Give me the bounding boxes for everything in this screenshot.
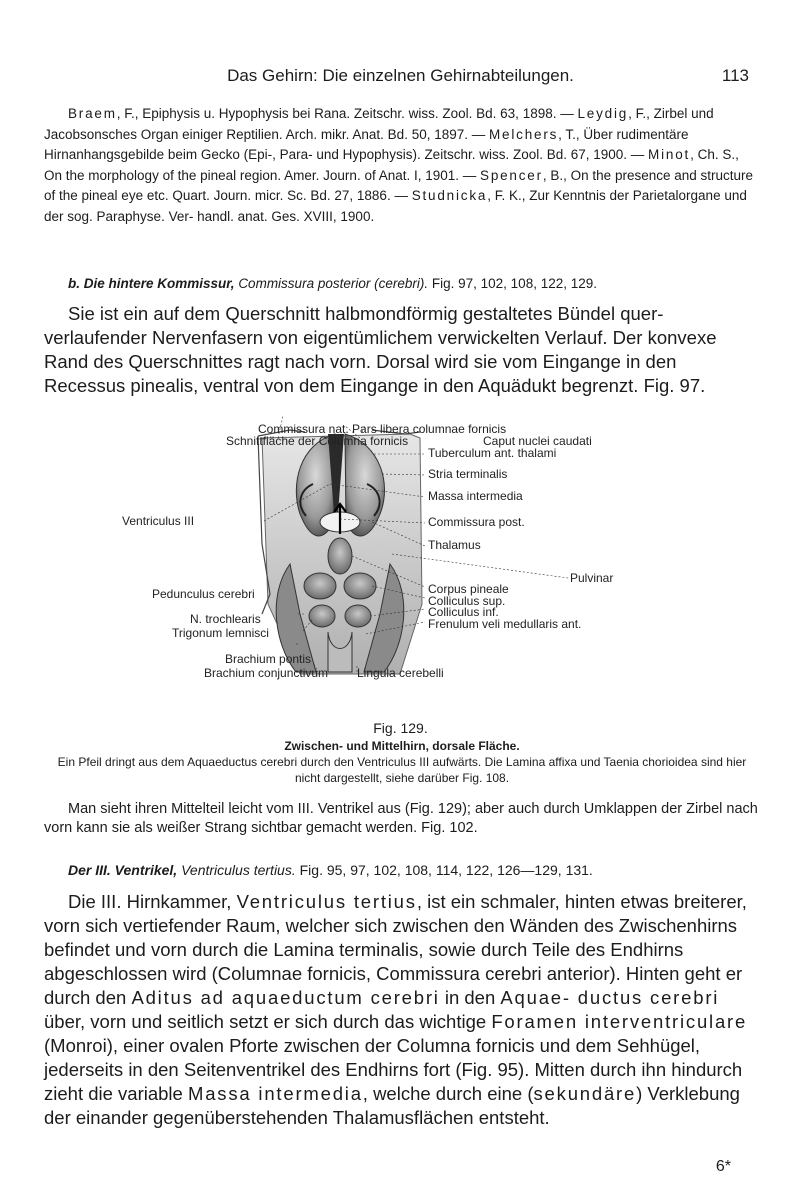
label-ventriculus-iii: Ventriculus III [122,514,195,528]
label-caput-nuclei-caudati: Caput nuclei caudati [483,434,592,448]
author: Spencer [480,167,543,183]
running-header-title: Das Gehirn: Die einzelnen Gehirnabteilungen. [227,66,574,85]
label-thalamus: Thalamus [428,538,481,552]
label-trigonum-lemnisci: Trigonum lemnisci [172,626,269,640]
brain-illustration [0,404,801,774]
figure-number: Fig. 129. [373,720,428,736]
section-heading-ventrikel: Der III. Ventrikel, Ventriculus tertius. Fig. 95, 97, 102, 108, 114, 122, 126—129, 131. [68,862,593,878]
section-heading-b: b. Die hintere Kommissur, Commissura posterior (cerebri). Fig. 97, 102, 108, 122, 129. [68,276,597,291]
author: Minot [648,147,691,162]
label-lingula-cerebelli: Lingula cerebelli [357,666,444,680]
figure-129 [0,404,801,774]
label-brachium-pontis: Brachium pontis [225,652,312,666]
label-pedunculus-cerebri: Pedunculus cerebri [152,587,255,601]
label-n-trochlearis: N. trochlearis [190,612,261,626]
author: Melchers [489,126,559,142]
label-commissura-nat: Commissura nat. Pars libera columnae fornicis [258,422,507,436]
author: Leydig [577,106,629,121]
page-number: 113 [721,66,749,85]
figure-caption-title: Zwischen- und Mittelhirn, dorsale Fläche. [284,739,520,753]
label-schnittflaeche: Schnittfläche der Columna fornicis [226,434,409,448]
label-corpus-pineale: Corpus pineale [428,582,509,596]
signature-mark: 6* [715,1158,731,1175]
label-stria-terminalis: Stria terminalis [428,467,508,481]
paragraph-commissura-posterior: Sie ist ein auf dem Querschnitt halbmondförmig gestaltetes Bündel quer- verlaufender Nervenfasern von eigentümlichem verwickelten Verlauf. Der konvexe Rand des Querschnittes ragt nach vorn. Dorsal wird sie vom Eingange in den Recessus pinealis, ventral von dem Eingange in den Aquädukt begrenzt. Fig. 97. [44,303,717,396]
label-massa-intermedia: Massa intermedia [428,489,523,503]
label-frenulum: Frenulum veli medullaris ant. [428,617,582,631]
label-brachium-conjunctivum: Brachium conjunctivum [204,666,329,680]
label-colliculus-sup: Colliculus sup. [428,594,506,608]
paragraph-ventriculus-tertius: Die III. Hirnkammer, Ventriculus tertius, ist ein schmaler, hinten etwas breiterer, vorn sich vertiefender Raum, welcher sich zwischen den Wänden des Zwischenhirns befindet und vorn durch die Lamina terminalis, sowie durch Teile des Endhirns abgeschlossen wird (Columnae fornicis, Commissura cerebri anterior). Hinten geht er durch den Aditus ad aquaeductum cerebri in den Aquae- ductus cerebri über, vorn und seitlich setzt er sich durch das wichtige Foramen interventriculare (Monroi), einer ovalen Pforte zwischen der Columna fornicis und dem Sehhügel, jederseits in den Seitenventrikel des Endhirns fort (Fig. 95). Mitten durch ihn hindurch zieht die variable Massa intermedia, welche durch eine (sekundäre) Verklebung der einander gegenüberstehenden Thalamusflächen entsteht. [44,891,748,1128]
label-colliculus-inf: Colliculus inf. [428,605,499,619]
bibliography-paragraph: Braem, F., Epiphysis u. Hypophysis bei Rana. Zeitschr. wiss. Zool. Bd. 63, 1898. — Leydig, F., Zirbel und Jacobsonsches Organ einiger Reptilien. Arch. mikr. Anat. Bd. 50, 1897. — Melchers, T., Über rudimentäre Hirnanhangsgebilde beim Gecko (Epi-, Para- und Hypophysis). Zeitschr. wiss. Zool. Bd. 67, 1900. — Minot, Ch. S., On the morphology of the pineal region. Amer. Journ. of Anat. I, 1901. — Spencer, B., On the presence and structure of the pineal eye etc. Quart. Journ. micr. Sc. Bd. 27, 1886. — Studnicka, F. K., Zur Kenntnis der Parietalorgane und der sog. Paraphyse. Ver- handl. anat. Ges. XVIII, 1900. [44,106,754,224]
label-tuberculum-ant: Tuberculum ant. thalami [428,446,557,460]
paragraph-mittelteil: Man sieht ihren Mittelteil leicht vom III. Ventrikel aus (Fig. 129); aber auch durch Umklappen der Zirbel nach vorn kann sie als weißer Strang sichtbar gemacht werden. Fig. 102. [44,801,758,836]
figure-caption [44,738,760,786]
label-commissura-post: Commissura post. [428,515,525,529]
author: Studnicka [411,188,488,203]
author: Braem [68,106,117,121]
bibliography-block [44,104,760,227]
label-pulvinar: Pulvinar [570,571,614,585]
figure-caption-text: Ein Pfeil dringt aus dem Aquaeductus cerebri durch den Ventriculus III aufwärts. Die Lamina affixa und Taenia chorioidea sind hier nicht dargestellt, siehe darüber Fig. 108. [57,755,747,785]
